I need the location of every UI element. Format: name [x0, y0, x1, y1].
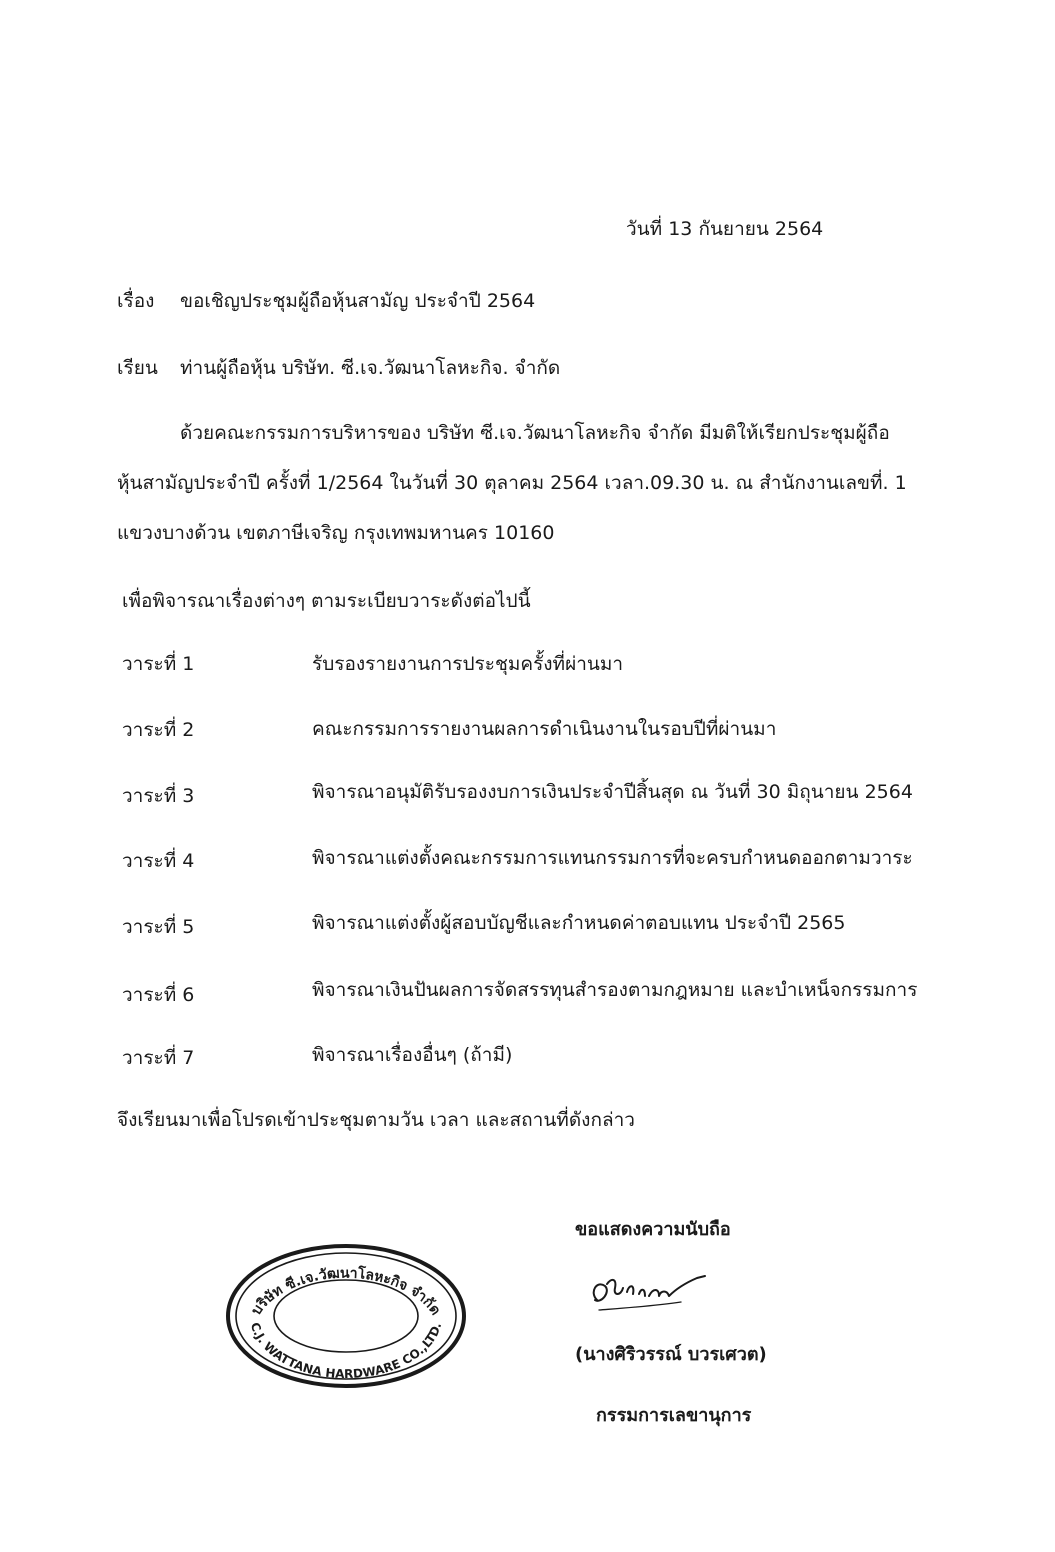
agenda-item-text: พิจารณาแต่งตั้งคณะกรรมการแทนกรรมการที่จะครบกำหนดออกตามวาระ [312, 847, 913, 869]
subject-label: เรื่อง [117, 290, 155, 312]
svg-text:บริษัท ซี.เจ.วัฒนาโลหะกิจ จำกั [248, 1264, 443, 1318]
agenda-item-text: รับรองรายงานการประชุมครั้งที่ผ่านมา [312, 653, 624, 675]
recipient-label: เรียน [117, 357, 158, 379]
seal-top-text: บริษัท ซี.เจ.วัฒนาโลหะกิจ จำกัด [248, 1265, 444, 1319]
agenda-item-text: พิจารณาอนุมัติรับรองงบการเงินประจำปีสิ้นสุด ณ วันที่ 30 มิถุนายน 2564 [312, 781, 913, 803]
agenda-item-label: วาระที่ 6 [122, 984, 195, 1006]
agenda-item-label: วาระที่ 3 [122, 785, 195, 807]
body-line: หุ้นสามัญประจำปี ครั้งที่ 1/2564 ในวันที่ 30 ตุลาคม 2564 เวลา.09.30 น. ณ สำนักงานเลขที่. 1 [117, 472, 907, 494]
signature-icon [585, 1270, 725, 1320]
regards-line: ขอแสดงความนับถือ [575, 1219, 731, 1240]
agenda-item-label: วาระที่ 2 [122, 719, 195, 741]
agenda-item-label: วาระที่ 4 [122, 850, 195, 872]
closing-line: จึงเรียนมาเพื่อโปรดเข้าประชุมตามวัน เวลา และสถานที่ดังกล่าว [117, 1109, 635, 1131]
seal-bottom-text: C.J. WATTANA HARDWARE CO.,LTD. [247, 1320, 445, 1382]
agenda-item-text: พิจารณาแต่งตั้งผู้สอบบัญชีและกำหนดค่าตอบแทน ประจำปี 2565 [312, 912, 846, 934]
agenda-item-label: วาระที่ 5 [122, 916, 195, 938]
agenda-item-label: วาระที่ 1 [122, 653, 195, 675]
agenda-item-text: คณะกรรมการรายงานผลการดำเนินงานในรอบปีที่ผ่านมา [312, 718, 777, 740]
signer-position: กรรมการเลขานุการ [596, 1405, 752, 1426]
agenda-item-label: วาระที่ 7 [122, 1047, 195, 1069]
body-line: แขวงบางด้วน เขตภาษีเจริญ กรุงเทพมหานคร 10160 [117, 522, 555, 544]
body-line: ด้วยคณะกรรมการบริหารของ บริษัท ซี.เจ.วัฒนาโลหะกิจ จำกัด มีมติให้เรียกประชุมผู้ถือ [180, 422, 890, 444]
recipient-text: ท่านผู้ถือหุ้น บริษัท. ซี.เจ.วัฒนาโลหะกิจ. จำกัด [180, 357, 561, 379]
agenda-item-text: พิจารณาเรื่องอื่นๆ (ถ้ามี) [312, 1044, 513, 1066]
agenda-item-text: พิจารณาเงินปันผลการจัดสรรทุนสำรองตามกฎหมาย และบำเหน็จกรรมการ [312, 979, 918, 1001]
company-seal-icon [222, 1240, 470, 1390]
letter-date: วันที่ 13 กันยายน 2564 [626, 218, 824, 240]
purpose-line: เพื่อพิจารณาเรื่องต่างๆ ตามระเบียบวาระดังต่อไปนี้ [122, 590, 531, 612]
subject-text: ขอเชิญประชุมผู้ถือหุ้นสามัญ ประจำปี 2564 [180, 290, 536, 312]
signer-name: (นางศิริวรรณ์ บวรเศวต) [575, 1344, 767, 1365]
